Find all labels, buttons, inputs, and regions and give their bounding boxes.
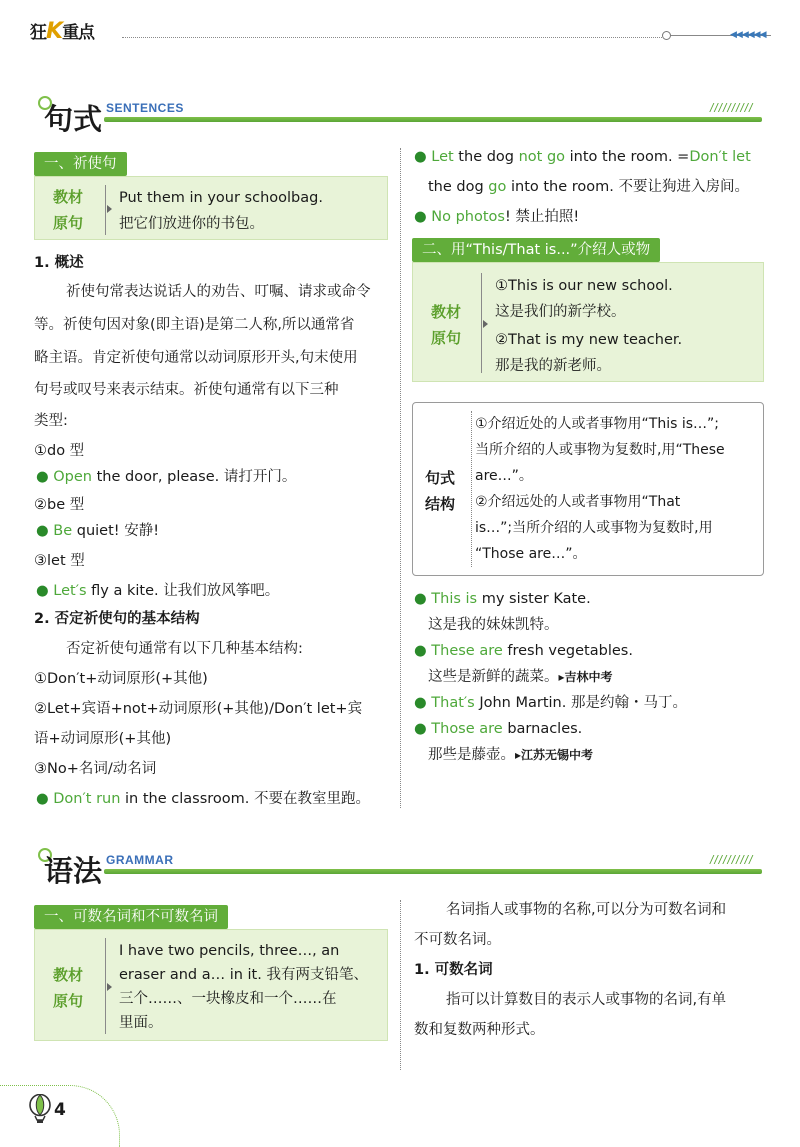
struct-line: 当所介绍的人或事物为复数时,用“These bbox=[475, 442, 725, 458]
example-item: ● Let the dog not go into the room. =Don′t let bbox=[414, 149, 751, 165]
exam-source-note: ▸吉林中考 bbox=[558, 670, 613, 684]
sentences-slashes: ////////// bbox=[710, 101, 754, 115]
example-translation: 这是我的妹妹凯特。 bbox=[428, 617, 559, 633]
structure-box bbox=[412, 402, 764, 576]
struct-line: “Those are…”。 bbox=[475, 546, 587, 562]
header-dotted-rule bbox=[122, 37, 662, 38]
example-translation: 这些是新鲜的蔬菜。▸吉林中考 bbox=[428, 669, 613, 685]
box-separator bbox=[105, 938, 106, 1034]
structure-item: ①Don′t+动词原形(+其他) bbox=[34, 671, 208, 687]
box-label-bottom: 结构 bbox=[425, 495, 456, 513]
box-separator bbox=[105, 185, 106, 235]
type-be: ②be 型 bbox=[34, 497, 85, 513]
example-box-nouns bbox=[34, 929, 388, 1041]
struct-line: is…”;当所介绍的人或事物为复数时,用 bbox=[475, 520, 713, 536]
type-let: ③let 型 bbox=[34, 553, 85, 569]
box-label-top: 教材 bbox=[53, 188, 84, 206]
box-line: 这是我们的新学校。 bbox=[495, 304, 626, 320]
grammar-slashes: ////////// bbox=[710, 853, 754, 867]
box-label-bottom: 原句 bbox=[431, 329, 462, 347]
example-box-this-that bbox=[412, 262, 764, 382]
triangle-icon bbox=[107, 983, 112, 991]
example-translation: 那些是藤壶。▸江苏无锡中考 bbox=[428, 747, 594, 763]
box-separator bbox=[481, 273, 482, 373]
box-line: 里面。 bbox=[119, 1015, 163, 1031]
box-line: 那是我的新老师。 bbox=[495, 358, 611, 374]
triangle-icon bbox=[107, 205, 112, 213]
box-line: Put them in your schoolbag. bbox=[119, 190, 323, 206]
sentences-title: 句式 bbox=[44, 102, 103, 136]
paragraph-line: 否定祈使句通常有以下几种基本结构: bbox=[66, 641, 303, 657]
tag-imperative: 一、祈使句 bbox=[34, 152, 127, 176]
struct-line: are…”。 bbox=[475, 468, 533, 484]
triangle-icon bbox=[483, 320, 488, 328]
box-line: 把它们放进你的书包。 bbox=[119, 216, 264, 232]
paragraph-line: 数和复数两种形式。 bbox=[414, 1022, 545, 1038]
structure-item: ②Let+宾语+not+动词原形(+其他)/Don′t let+宾 bbox=[34, 701, 363, 717]
column-divider bbox=[400, 900, 401, 1070]
grammar-title: 语法 bbox=[44, 854, 103, 888]
box-label-bottom: 原句 bbox=[53, 992, 84, 1010]
example-continuation: the dog go into the room. 不要让狗进入房间。 bbox=[428, 179, 750, 195]
example-item: ● Open the door, please. 请打开门。 bbox=[36, 469, 297, 485]
heading-negative: 2. 否定祈使句的基本结构 bbox=[34, 611, 200, 627]
box-line: I have two pencils, three…, an bbox=[119, 943, 340, 959]
example-item: ● This is my sister Kate. bbox=[414, 591, 591, 607]
example-item: ● These are fresh vegetables. bbox=[414, 643, 633, 659]
paragraph-line: 名词指人或事物的名称,可以分为可数名词和 bbox=[446, 902, 727, 918]
heading-countable: 1. 可数名词 bbox=[414, 962, 493, 978]
heading-overview: 1. 概述 bbox=[34, 255, 84, 271]
brand-logo: 狂K重点 bbox=[30, 19, 95, 44]
grammar-rule bbox=[104, 869, 762, 874]
box-line: eraser and a… in it. 我有两支铅笔、 bbox=[119, 967, 368, 983]
exam-source-note: ▸江苏无锡中考 bbox=[515, 748, 594, 762]
sentences-subtitle: SENTENCES bbox=[106, 101, 184, 115]
header-arrows-icon: ◀◀◀◀◀◀ bbox=[730, 30, 766, 40]
box-label-top: 教材 bbox=[53, 966, 84, 984]
column-divider bbox=[400, 148, 401, 808]
paragraph-line: 类型: bbox=[34, 413, 68, 429]
paragraph-line: 略主语。肯定祈使句通常以动词原形开头,句末使用 bbox=[34, 350, 358, 366]
example-item: ● Be quiet! 安静! bbox=[36, 523, 160, 539]
example-item: ● No photos! 禁止拍照! bbox=[414, 209, 580, 225]
example-box-imperative bbox=[34, 176, 388, 240]
struct-line: ②介绍远处的人或者事物用“That bbox=[475, 494, 681, 510]
sentences-rule bbox=[104, 117, 762, 122]
header-circle-icon bbox=[662, 31, 671, 40]
paragraph-line: 句号或叹号来表示结束。祈使句通常有以下三种 bbox=[34, 382, 339, 398]
structure-item: ③No+名词/动名词 bbox=[34, 761, 157, 777]
paragraph-line: 不可数名词。 bbox=[414, 932, 501, 948]
type-do: ①do 型 bbox=[34, 443, 85, 459]
example-item: ● Those are barnacles. bbox=[414, 721, 583, 737]
box-line: ②That is my new teacher. bbox=[495, 332, 683, 348]
structure-item: 语+动词原形(+其他) bbox=[34, 731, 172, 747]
box-separator bbox=[471, 411, 472, 567]
box-label-top: 教材 bbox=[431, 303, 462, 321]
tag-this-that: 二、用“This/That is...”介绍人或物 bbox=[412, 238, 660, 262]
box-label-top: 句式 bbox=[425, 469, 456, 487]
paragraph-line: 祈使句常表达说话人的劝告、叮嘱、请求或命令 bbox=[66, 284, 371, 300]
box-line: ①This is our new school. bbox=[495, 278, 673, 294]
balloon-icon bbox=[28, 1094, 52, 1128]
paragraph-line: 等。祈使句因对象(即主语)是第二人称,所以通常省 bbox=[34, 317, 355, 333]
paragraph-line: 指可以计算数目的表示人或事物的名词,有单 bbox=[446, 992, 727, 1008]
example-item: ● Let′s fly a kite. 让我们放风筝吧。 bbox=[36, 583, 280, 599]
example-item: ● That′s John Martin. 那是约翰・马丁。 bbox=[414, 695, 687, 711]
grammar-subtitle: GRAMMAR bbox=[106, 853, 174, 867]
example-item: ● Don′t run in the classroom. 不要在教室里跑。 bbox=[36, 791, 370, 807]
tag-countable-nouns: 一、可数名词和不可数名词 bbox=[34, 905, 228, 929]
box-label-bottom: 原句 bbox=[53, 214, 84, 232]
struct-line: ①介绍近处的人或者事物用“This is…”; bbox=[475, 416, 720, 432]
page-number: 4 bbox=[54, 1100, 66, 1120]
box-line: 三个……、一块橡皮和一个……在 bbox=[119, 991, 337, 1007]
